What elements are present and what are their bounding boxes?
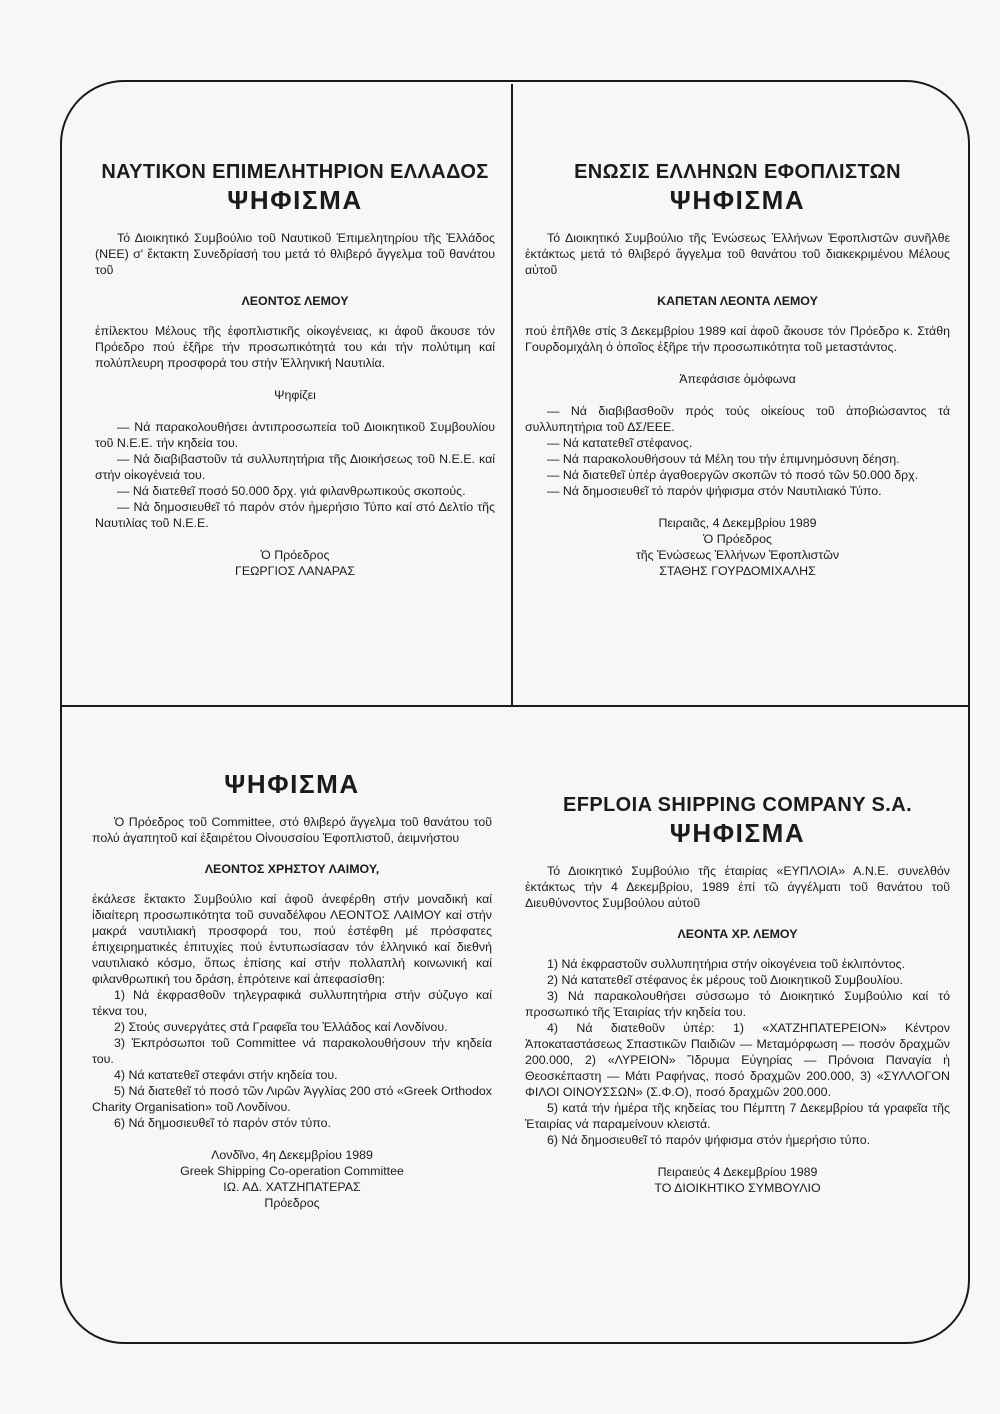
decree-label: Ψηφίζει: [274, 388, 316, 402]
signature-place-date: Λονδῖνο, 4η Δεκεμβρίου 1989: [211, 1148, 373, 1162]
signature-role: Ὁ Πρόεδρος: [703, 532, 772, 546]
deceased-name: ΛΕΟΝΤΟΣ ΧΡΗΣΤΟΥ ΛΑΙΜΟΥ,: [204, 862, 380, 876]
decision-item: — Νά παρακολουθήσει ἀντιπροσωπεία τοῦ Διοικητικοῦ Συμβουλίου τοῦ Ν.Ε.Ε. τήν κηδεία του.: [95, 420, 495, 450]
decision-item: 1) Νά ἐκφραστοῦν συλλυπητήρια στήν οἰκογένεια τοῦ ἐκλιπόντος.: [547, 957, 906, 971]
signature-place-date: Πειραιᾶς, 4 Δεκεμβρίου 1989: [658, 516, 817, 530]
decision-item: 3) Νά παρακολουθήσει σύσσωμο τό Διοικητικό Συμβούλιο καί τό προσωπικό τῆς Ἑταιρίας τήν κηδεία του.: [525, 989, 950, 1019]
decision-item: — Νά διατεθεῖ ποσό 50.000 δρχ. γιά φιλανθρωπικούς σκοπούς.: [117, 484, 466, 498]
signature-block: [525, 515, 950, 579]
resolution-heading: ΨΗΦΙΣΜΑ: [227, 185, 363, 215]
deceased-name: ΛΕΟΝΤΑ ΧΡ. ΛΕΜΟΥ: [677, 927, 798, 941]
resolution-shipowners-union: [525, 160, 950, 579]
decision-item: 5) κατά τήν ἡμέρα τῆς κηδείας του Πέμπτη 7 Δεκεμβρίου τά γραφεῖα τῆς Ἑταιρίας νά παραμείνουν κλειστά.: [525, 1101, 950, 1131]
signature-role: Πρόεδρος: [264, 1196, 320, 1210]
decision-item: 5) Νά διατεθεῖ τό ποσό τῶν Λιρῶν Ἀγγλίας 200 στό «Greek Orthodox Charity Organisation» τοῦ Λονδίνου.: [92, 1084, 492, 1114]
body-paragraph: ἐπίλεκτου Μέλους τῆς ἐφοπλιστικῆς οἰκογένειας, κι ἀφοῦ ἄκουσε τόν Πρόεδρο πού ἐξῆρε τήν προσωπικότητά του κάι τήν πολύτιμη καί πολύπλευρη προσφορά του στήν Ἑλληνική Ναυτιλία.: [95, 324, 495, 370]
signature-name: ΙΩ. ΑΔ. ΧΑΤΖΗΠΑΤΕΡΑΣ: [223, 1180, 361, 1194]
decision-item: 6) Νά δημοσιευθεῖ τό παρόν στόν τύπο.: [114, 1116, 331, 1130]
decision-item: — Νά διατεθεῖ ὑπέρ ἀγαθοεργῶν σκοπῶν τό ποσό τῶν 50.000 δρχ.: [547, 468, 919, 482]
resolution-heading: ΨΗΦΙΣΜΑ: [224, 769, 360, 799]
deceased-name: ΛΕΟΝΤΟΣ ΛΕΜΟΥ: [241, 294, 349, 308]
body-paragraph: πού ἐπῆλθε στίς 3 Δεκεμβρίου 1989 καί ἀφοῦ ἄκουσε τόν Πρόεδρο κ. Στάθη Γουρδομιχάλη ὁ ὁποῖος ἐξῆρε τήν προσωπικότητα τοῦ μεταστάντος.: [525, 324, 950, 354]
decision-item: — Νά παρακολουθήσουν τά Μέλη του τήν ἐπιμνημόσυνη δέηση.: [547, 452, 900, 466]
signature-name: ΓΕΩΡΓΙΟΣ ΛΑΝΑΡΑΣ: [235, 564, 355, 578]
horizontal-divider: [62, 705, 968, 707]
decision-list: [95, 419, 495, 531]
resolution-greek-shipping-committee: [92, 768, 492, 1211]
intro-paragraph: Τό Διοικητικό Συμβούλιο τοῦ Ναυτικοῦ Ἐπιμελητηρίου τῆς Ἑλλάδος (ΝΕΕ) σ' ἔκτακτη Συνεδρίασή του μετά τό θλιβερό ἄγγελμα τοῦ θανάτου τοῦ: [95, 231, 495, 277]
decision-item: 1) Νά ἐκφρασθοῦν τηλεγραφικά συλλυπητήρια στήν σύζυγο καί τέκνα του,: [92, 988, 492, 1018]
decision-list: [525, 956, 950, 1148]
signature-place-date: Πειραιεύς 4 Δεκεμβρίου 1989: [657, 1165, 818, 1179]
decree-label: Ἀπεφάσισε ὁμόφωνα: [679, 372, 796, 386]
decision-item: — Νά διαβιβαστοῦν τά συλλυπητήρια τῆς Διοικήσεως τοῦ Ν.Ε.Ε. καί στήν οἰκογένειά του.: [95, 452, 495, 482]
org-title: ΕΝΩΣΙΣ ΕΛΛΗΝΩΝ ΕΦΟΠΛΙΣΤΩΝ: [574, 161, 901, 183]
resolution-naval-chamber: [95, 160, 495, 579]
signature-name: ΣΤΑΘΗΣ ΓΟΥΡΔΟΜΙΧΑΛΗΣ: [659, 564, 816, 578]
signature-org: ΤΟ ΔΙΟΙΚΗΤΙΚΟ ΣΥΜΒΟΥΛΙΟ: [654, 1181, 821, 1195]
deceased-name: ΚΑΠΕΤΑΝ ΛΕΟΝΤΑ ΛΕΜΟΥ: [657, 294, 818, 308]
intro-paragraph: Τό Διοικητικό Συμβούλιο τῆς Ἑνώσεως Ἑλλήνων Ἐφοπλιστῶν συνῆλθε ἐκτάκτως μετά τό θλιβερό ἄγγελμα τοῦ θανάτου τοῦ διακεκριμένου Μέλους αὐτοῦ: [525, 231, 950, 277]
decision-item: — Νά δημοσιευθεῖ τό παρόν στόν ἡμερήσιο Τύπο καί στό Δελτίο τῆς Ναυτιλίας τοῦ Ν.Ε.Ε.: [95, 500, 495, 530]
resolution-heading: ΨΗΦΙΣΜΑ: [669, 185, 806, 215]
signature-role: Ὁ Πρόεδρος: [260, 548, 330, 562]
decision-item: — Νά δημοσιευθεῖ τό παρόν ψήφισμα στόν Ναυτιλιακό Τύπο.: [547, 484, 882, 498]
signature-block: [95, 547, 495, 579]
decision-item: 3) Ἐκπρόσωποι τοῦ Committee νά παρακολουθήσουν τήν κηδεία του.: [92, 1036, 492, 1066]
decision-item: — Νά κατατεθεῖ στέφανος.: [547, 436, 693, 450]
resolution-efploia-shipping: [525, 793, 950, 1196]
signature-block: [92, 1147, 492, 1211]
decision-item: 4) Νά διατεθοῦν ὑπέρ: 1) «ΧΑΤΖΗΠΑΤΕΡΕΙΟΝ» Κέντρον Ἀποκαταστάσεως Σπαστικῶν Παιδιῶν — Μεταμόρφωση — ποσόν δραχμῶν 200.000, 2) «ΛΥΡΕΙΟΝ» Ἵδρυμα Εὐγηρίας — Πρόνοια Παναγία ἡ Θεοσκέπαστη — Μάτι Ραφήνας, ποσό δραχμῶν 200.000, 3) «ΣΥΛΛΟΓΟΝ ΦΙΛΟΙ ΟΙΝΟΥΣΣΩΝ» (Σ.Φ.Ο), ποσό δραχμῶν 200.000.: [525, 1021, 950, 1099]
intro-paragraph: Ὁ Πρόεδρος τοῦ Committee, στό θλιβερό ἄγγελμα τοῦ θανάτου τοῦ πολύ ἀγαπητοῦ καί ἐξαιρέτου Οἰνουσσίου Ἐφοπλιστοῦ, ἀειμνήστου: [92, 815, 492, 845]
signature-block: [525, 1164, 950, 1196]
resolution-heading: ΨΗΦΙΣΜΑ: [669, 818, 806, 848]
org-title: ΝΑΥΤΙΚΟΝ ΕΠΙΜΕΛΗΤΗΡΙΟΝ ΕΛΛΑΔΟΣ: [101, 161, 489, 183]
decision-list: [92, 987, 492, 1131]
decision-item: — Νά διαβιβασθοῦν πρός τούς οἰκείους τοῦ ἀποβιώσαντος τά συλλυπητήρια τοῦ ΔΣ/ΕΕΕ.: [525, 404, 950, 434]
decision-item: 2) Νά κατατεθεῖ στέφανος ἐκ μέρους τοῦ Διοικητικοῦ Συμβουλίου.: [547, 973, 903, 987]
signature-org: Greek Shipping Co-operation Committee: [180, 1164, 404, 1178]
decision-item: 4) Νά κατατεθεῖ στεφάνι στήν κηδεία του.: [114, 1068, 338, 1082]
decision-list: [525, 403, 950, 499]
intro-paragraph: Τό Διοικητικό Συμβούλιο τῆς ἑταιρίας «ΕΥΠΛΟΙΑ» Α.Ν.Ε. συνελθόν ἐκτάκτως τήν 4 Δεκεμβρίου, 1989 ἐπί τῶ ἀγγέλματι τοῦ θανάτου τοῦ Διευθύνοντος Συμβούλου αὐτοῦ: [525, 864, 950, 910]
decision-item: 2) Στούς συνεργάτες στά Γραφεῖα του Ἑλλάδος καί Λονδίνου.: [114, 1020, 448, 1034]
body-paragraph: ἐκάλεσε ἔκτακτο Συμβούλιο καί ἀφοῦ ἀνεφέρθη στήν μοναδική καί ἰδιαίτερη προσωπικότητα τοῦ συναδέλφου ΛΕΟΝΤΟΣ ΛΑΙΜΟΥ καί στήν μακρά ναυτιλιακή προσφορά του, πού ἐστέφθη μέ πρόσφατες ἐπιχειρηματικές ἐπιτυχίες πού ἐντυπωσίασαν τόν ἑλληνικό καί διεθνή ναυτιλιακό κόσμο, ὅπως ἐπίσης καί στήν πολλαπλή κοινωνική καί φιλανθρωπική του δράση, ἐπρότεινε καί ἀπεφασίσθη:: [92, 892, 492, 986]
decision-item: 6) Νά δημοσιευθεῖ τό παρόν ψήφισμα στόν ἡμερήσιο τύπο.: [547, 1133, 871, 1147]
signature-org: τῆς Ἑνώσεως Ἑλλήνων Ἐφοπλιστῶν: [635, 548, 840, 562]
org-title: EFPLOIA SHIPPING COMPANY S.A.: [562, 794, 913, 816]
vertical-divider: [511, 84, 513, 706]
